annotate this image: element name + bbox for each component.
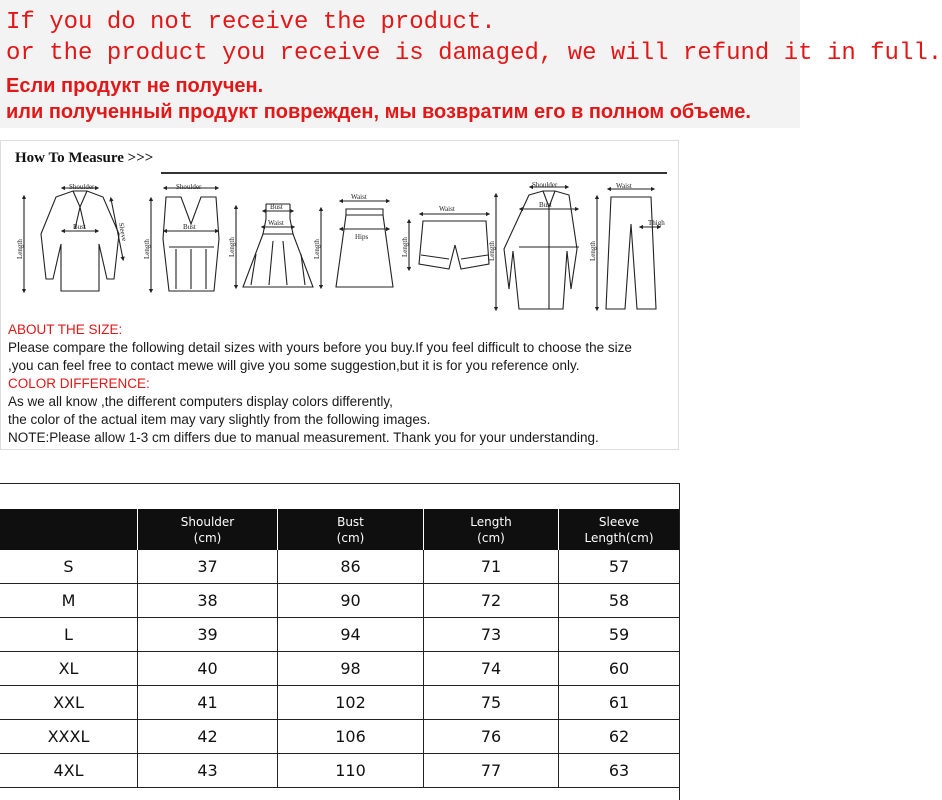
vest-figure: [143, 183, 219, 291]
color-difference-line-1: As we all know ,the different computers display colors differently,: [8, 394, 393, 409]
vest-length-label: Length: [143, 239, 151, 259]
shoulder-cell: 43: [138, 754, 278, 787]
header-label: Shoulder: [180, 514, 235, 529]
sleeve-cell: 61: [608, 693, 630, 712]
shoulder-cell: 41: [138, 686, 278, 719]
table-row: [0, 754, 679, 788]
table-row: [0, 584, 679, 618]
sleeve-cell: 59: [608, 625, 630, 644]
coat-figure: [488, 181, 579, 309]
shirt-bust-label: Bust: [73, 223, 86, 231]
size-chart-table: [0, 483, 680, 800]
table-header: [0, 509, 679, 550]
trousers-length-label: Length: [589, 241, 597, 261]
measure-guide: [0, 140, 679, 450]
size-cell: 4XL: [0, 754, 138, 787]
notice-line-4: или полученный продукт поврежден, мы возвратим его в полном объеме.: [6, 101, 751, 123]
length-cell: 76: [424, 720, 559, 753]
notice-line-1: If you do not receive the product.: [6, 9, 496, 36]
header-label: Bust: [337, 514, 364, 529]
header-label: Length: [470, 514, 512, 529]
size-cell: XXXL: [0, 720, 138, 753]
size-cell: XXL: [0, 686, 138, 719]
trousers-thigh-label: Thigh: [648, 219, 665, 227]
refund-notice: [0, 0, 942, 128]
sleeve-cell: 57: [608, 557, 630, 576]
bust-cell: 94: [278, 618, 424, 651]
length-cell: 77: [424, 754, 559, 787]
shirt-shoulder-label: Shoulder: [69, 183, 95, 191]
sleeve-cell: 62: [608, 727, 630, 746]
about-size-line-2: ,you can feel free to contact mewe will give you some suggestion,but it is for you reference only.: [8, 358, 580, 373]
skirt-hips-label: Hips: [355, 233, 369, 241]
dress-waist-label: Waist: [268, 219, 284, 227]
shoulder-cell: 37: [138, 550, 278, 583]
header-label: Sleeve: [598, 514, 640, 529]
dress-length-label: Length: [228, 237, 236, 257]
bust-cell: 102: [278, 686, 424, 719]
notice-line-3: Если продукт не получен.: [6, 75, 264, 97]
color-difference-line-2: the color of the actual item may vary slightly from the following images.: [8, 412, 431, 427]
coat-shoulder-label: Shoulder: [532, 181, 558, 189]
about-size-line-1: Please compare the following detail sizes with yours before you buy.If you feel difficult to choose the size: [8, 340, 632, 355]
coat-bust-label: Bust: [539, 201, 552, 209]
shorts-figure: [401, 205, 489, 269]
length-cell: 73: [424, 618, 559, 651]
shorts-waist-label: Waist: [439, 205, 455, 213]
sleeve-cell: 63: [608, 761, 630, 780]
shoulder-cell: 39: [138, 618, 278, 651]
header-unit: Length(cm): [584, 530, 654, 545]
header-unit: (cm): [336, 530, 365, 545]
shoulder-cell: 40: [138, 652, 278, 685]
table-row: [0, 720, 679, 754]
measurement-note: NOTE:Please allow 1-3 cm differs due to manual measurement. Thank you for your understanding.: [8, 430, 599, 445]
skirt-figure: [313, 193, 393, 287]
header-size: [0, 509, 138, 550]
table-row: [0, 686, 679, 720]
dress-figure: [228, 203, 313, 287]
bust-cell: 106: [278, 720, 424, 753]
shirt-sleeve-label: Sleeve: [117, 221, 129, 242]
skirt-waist-label: Waist: [351, 193, 367, 201]
header-unit: (cm): [477, 530, 505, 545]
header-sleeve-length: [559, 509, 679, 550]
shoulder-cell: 42: [138, 720, 278, 753]
table-body: [0, 550, 679, 788]
header-length: [424, 509, 559, 550]
table-row: [0, 550, 679, 584]
size-cell: S: [0, 550, 138, 583]
about-size-heading: ABOUT THE SIZE:: [8, 322, 123, 337]
length-cell: 75: [424, 686, 559, 719]
coat-length-label: Length: [488, 241, 496, 261]
header-bust: [278, 509, 424, 550]
measurement-illustrations: [11, 179, 671, 319]
table-row: [0, 652, 679, 686]
length-cell: 71: [424, 550, 559, 583]
guide-divider: [161, 172, 667, 174]
sleeve-cell: 60: [608, 659, 630, 678]
guide-title: How To Measure >>>: [15, 150, 154, 166]
vest-bust-label: Bust: [183, 223, 196, 231]
notice-line-2: or the product you receive is damaged, we will refund it in full.: [6, 40, 942, 67]
size-cell: L: [0, 618, 138, 651]
bust-cell: 90: [278, 584, 424, 617]
trousers-waist-label: Waist: [616, 182, 632, 190]
bust-cell: 86: [278, 550, 424, 583]
header-shoulder: [138, 509, 278, 550]
size-cell: XL: [0, 652, 138, 685]
length-cell: 74: [424, 652, 559, 685]
bust-cell: 110: [278, 754, 424, 787]
length-cell: 72: [424, 584, 559, 617]
size-cell: M: [0, 584, 138, 617]
shirt-length-label: Length: [16, 239, 24, 259]
color-difference-heading: COLOR DIFFERENCE:: [8, 376, 150, 391]
shirt-figure: [16, 183, 128, 291]
shorts-length-label: Length: [401, 237, 409, 257]
sleeve-cell: 58: [608, 591, 630, 610]
vest-shoulder-label: Shoulder: [176, 183, 202, 191]
table-row: [0, 618, 679, 652]
dress-bust-label: Bust: [270, 203, 283, 211]
bust-cell: 98: [278, 652, 424, 685]
trousers-figure: [589, 182, 665, 309]
skirt-length-label: Length: [313, 239, 321, 259]
shoulder-cell: 38: [138, 584, 278, 617]
header-unit: (cm): [193, 530, 222, 545]
